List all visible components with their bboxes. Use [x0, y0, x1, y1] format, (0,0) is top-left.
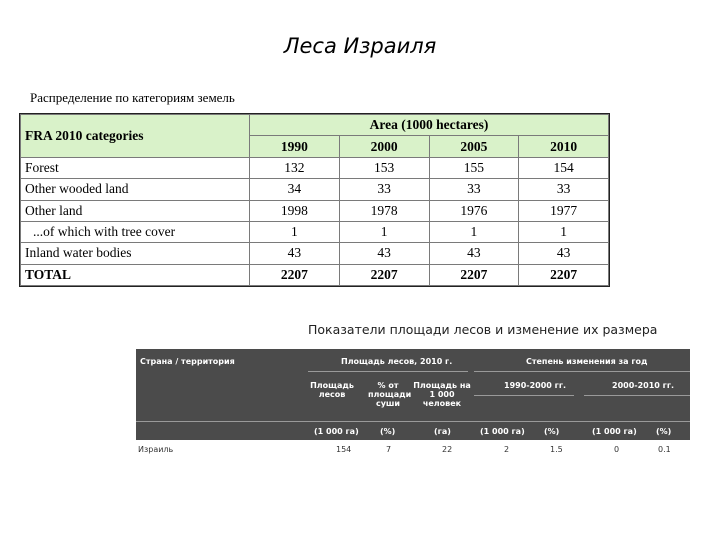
unit-label: (1 000 га): [480, 427, 525, 436]
cell-value: 43: [339, 243, 429, 264]
row-label: TOTAL: [21, 264, 250, 285]
table-row: [21, 243, 609, 264]
forest-area-subheader: Площадь лесов: [310, 381, 354, 399]
per-1000-subheader: Площадь на 1 000 человек: [413, 381, 471, 408]
indicators-subtitle: Показатели площади лесов и изменение их размера: [308, 322, 658, 337]
table-row: [21, 221, 609, 242]
fra-category-header: FRA 2010 categories: [21, 115, 250, 158]
cell-value: 155: [429, 157, 519, 178]
indicators-table: [136, 349, 690, 458]
forest-area-header: Площадь лесов, 2010 г.: [341, 357, 453, 366]
fra-year-header: 2000: [339, 136, 429, 157]
cell-value: 154: [519, 157, 609, 178]
period-2000-2010: 2000-2010 гг.: [612, 381, 675, 390]
fra-area-header: Area (1000 hectares): [250, 115, 609, 136]
change-rate-header: Степень изменения за год: [526, 357, 648, 366]
cell-value: 0.1: [658, 445, 671, 454]
cell-value: 154: [336, 445, 352, 454]
table-row: [21, 157, 609, 178]
period-1990-2000: 1990-2000 гг.: [504, 381, 567, 390]
cell-value: 33: [519, 179, 609, 200]
fra-year-header: 2005: [429, 136, 519, 157]
unit-label: (%): [380, 427, 396, 436]
header-divider: [308, 371, 468, 372]
country-header: Страна / территория: [140, 357, 235, 366]
cell-value: 1: [250, 221, 340, 242]
row-label: Other wooded land: [21, 179, 250, 200]
cell-value: 1.5: [550, 445, 563, 454]
cell-value: 2: [504, 445, 510, 454]
cell-value: 22: [442, 445, 453, 454]
cell-value: 2207: [519, 264, 609, 285]
cell-value: 2207: [250, 264, 340, 285]
cell-value: 2207: [429, 264, 519, 285]
cell-value: 43: [519, 243, 609, 264]
distribution-subtitle: Распределение по категориям земель: [30, 90, 235, 105]
row-label: Inland water bodies: [21, 243, 250, 264]
header-divider: [474, 371, 690, 372]
cell-value: 1: [519, 221, 609, 242]
cell-value: 34: [250, 179, 340, 200]
table-row: [21, 200, 609, 221]
cell-value: 0: [614, 445, 620, 454]
cell-value: 1: [429, 221, 519, 242]
cell-value: 153: [339, 157, 429, 178]
indicators-table-header: [136, 349, 690, 440]
cell-value: 1978: [339, 200, 429, 221]
cell-value: 33: [339, 179, 429, 200]
cell-value: 1977: [519, 200, 609, 221]
row-label: Forest: [21, 157, 250, 178]
header-divider: [584, 395, 690, 396]
cell-value: 132: [250, 157, 340, 178]
unit-label: (1 000 га): [314, 427, 359, 436]
header-divider: [474, 395, 574, 396]
country-name: Израиль: [138, 445, 174, 454]
cell-value: 43: [250, 243, 340, 264]
row-label: ...of which with tree cover: [21, 221, 250, 242]
cell-value: 1976: [429, 200, 519, 221]
cell-value: 33: [429, 179, 519, 200]
fra-year-header: 1990: [250, 136, 340, 157]
fra-table: [19, 113, 610, 287]
unit-label: (%): [544, 427, 560, 436]
row-label: Other land: [21, 200, 250, 221]
unit-label: (га): [434, 427, 451, 436]
header-divider: [136, 421, 690, 422]
fra-year-header: 2010: [519, 136, 609, 157]
table-row-total: [21, 264, 609, 285]
cell-value: 2207: [339, 264, 429, 285]
table-row: [136, 440, 690, 458]
unit-label: (1 000 га): [592, 427, 637, 436]
table-row: [21, 179, 609, 200]
unit-label: (%): [656, 427, 672, 436]
cell-value: 1: [339, 221, 429, 242]
cell-value: 7: [386, 445, 392, 454]
page-title: Леса Израиля: [283, 34, 437, 58]
cell-value: 1998: [250, 200, 340, 221]
cell-value: 43: [429, 243, 519, 264]
percent-land-subheader: % от площади суши: [368, 381, 412, 408]
